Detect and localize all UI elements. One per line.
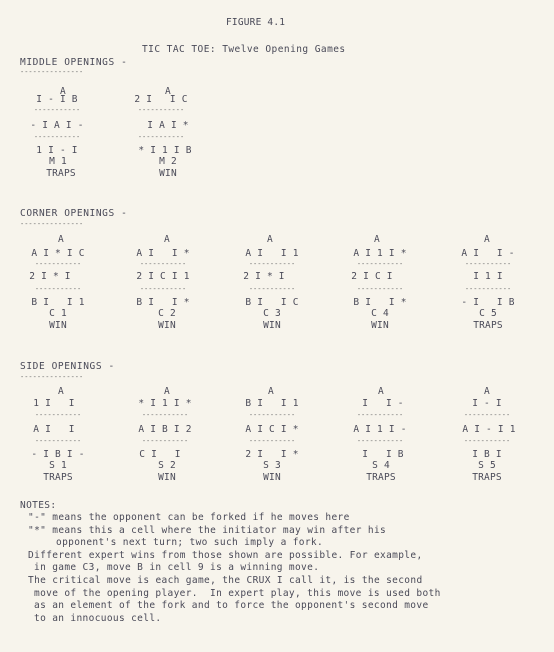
game-c1-rule1: ----------- <box>34 260 82 268</box>
game-s5-rule2: ----------- <box>463 437 511 445</box>
game-s3-row1: A <box>268 386 274 397</box>
corner-openings-heading: CORNER OPENINGS - <box>20 208 128 219</box>
side-openings-heading: SIDE OPENINGS - <box>20 361 115 372</box>
game-s4-row1: A <box>378 386 384 397</box>
game-s4-result: TRAPS <box>366 472 396 483</box>
game-c3-row1: A <box>267 234 273 245</box>
game-m1-row3: - I A I - <box>30 120 84 131</box>
game-s5-id: S 5 <box>478 460 496 471</box>
game-s1-id: S 1 <box>49 460 67 471</box>
game-s4-rule2: ----------- <box>356 437 404 445</box>
game-m2-row4: * I 1 I B <box>138 145 192 156</box>
game-c4-row2: A I 1 I * <box>353 248 407 259</box>
game-s3-row3: A I C I * <box>245 424 299 435</box>
note-line-8: as an element of the fork and to force the opponent's second move <box>34 600 429 611</box>
game-c5-rule1: ----------- <box>464 260 512 268</box>
note-line-9: to an innocuous cell. <box>34 613 162 624</box>
game-c3-row3: 2 I * I <box>243 271 285 282</box>
game-s1-rule2: ----------- <box>34 437 82 445</box>
game-s2-rule1: ----------- <box>141 411 189 419</box>
game-s5-result: TRAPS <box>472 472 502 483</box>
game-m2-result: WIN <box>159 168 177 179</box>
game-m2-rule2: ----------- <box>137 133 185 141</box>
middle-openings-underline: --------------- <box>20 68 84 76</box>
game-s1-rule1: ----------- <box>34 411 82 419</box>
game-s3-id: S 3 <box>263 460 281 471</box>
game-m2-row2: 2 I I C <box>134 94 188 105</box>
game-c5-rule2: ----------- <box>464 285 512 293</box>
game-s1-row1: A <box>58 386 64 397</box>
game-m2-row3: I A I * <box>147 120 189 131</box>
game-c3-result: WIN <box>263 320 281 331</box>
game-s4-rule1: ----------- <box>356 411 404 419</box>
game-m1-row1: A <box>60 86 66 97</box>
game-c3-id: C 3 <box>263 308 281 319</box>
game-c3-row2: A I I 1 <box>245 248 299 259</box>
game-m1-rule1: ----------- <box>33 106 81 114</box>
corner-openings-underline: --------------- <box>20 220 84 228</box>
game-c4-rule1: ----------- <box>356 260 404 268</box>
note-line-7: move of the opening player. In expert play, this move is used both <box>34 588 441 599</box>
game-c4-row4: B I I * <box>353 297 407 308</box>
game-c5-row3: I 1 I <box>473 271 503 282</box>
game-c2-row3: 2 I C I 1 <box>136 271 190 282</box>
game-s4-row4: I I B <box>362 449 404 460</box>
game-c1-id: C 1 <box>49 308 67 319</box>
game-c4-row1: A <box>374 234 380 245</box>
game-c5-row4: - I I B <box>461 297 515 308</box>
game-c4-result: WIN <box>371 320 389 331</box>
game-c1-row2: A I * I C <box>31 248 85 259</box>
game-s3-rule2: ----------- <box>248 437 296 445</box>
game-c1-row4: B I I 1 <box>31 297 85 308</box>
game-c4-row3: 2 I C I <box>351 271 393 282</box>
game-c5-id: C 5 <box>479 308 497 319</box>
game-s2-row3: A I B I 2 <box>138 424 192 435</box>
note-line-1: "-" means the opponent can be forked if he moves here <box>28 512 350 523</box>
figure-title: TIC TAC TOE: Twelve Opening Games <box>142 44 346 55</box>
game-s3-row4: 2 I I * <box>245 449 299 460</box>
game-c4-id: C 4 <box>371 308 389 319</box>
game-m2-row1: A <box>165 86 171 97</box>
game-c1-row3: 2 I * I <box>29 271 71 282</box>
figure-label: FIGURE 4.1 <box>226 17 286 28</box>
game-s2-rule2: ----------- <box>141 437 189 445</box>
side-openings-underline: --------------- <box>20 373 84 381</box>
game-c1-rule2: ----------- <box>34 285 82 293</box>
game-c2-result: WIN <box>158 320 176 331</box>
game-m1-id: M 1 <box>49 156 67 167</box>
game-m1-row2: I - I B <box>36 94 78 105</box>
game-s4-row3: A I 1 I - <box>353 424 407 435</box>
game-s5-row3: A I - I 1 <box>462 424 516 435</box>
game-s2-row1: A <box>164 386 170 397</box>
game-s2-id: S 2 <box>158 460 176 471</box>
game-c4-rule2: ----------- <box>356 285 404 293</box>
game-c2-rule2: ----------- <box>139 285 187 293</box>
game-s4-id: S 4 <box>372 460 390 471</box>
game-c1-result: WIN <box>49 320 67 331</box>
game-c3-rule2: ----------- <box>248 285 296 293</box>
game-s2-result: WIN <box>158 472 176 483</box>
game-c2-row1: A <box>164 234 170 245</box>
game-s1-row4: - I B I - <box>31 449 85 460</box>
game-s3-result: WIN <box>263 472 281 483</box>
game-c5-row1: A <box>484 234 490 245</box>
note-line-3: opponent's next turn; two such imply a fork. <box>56 537 324 548</box>
game-s1-row2: 1 I I <box>33 398 75 409</box>
game-s5-rule1: ----------- <box>463 411 511 419</box>
note-line-5: in game C3, move B in cell 9 is a winning move. <box>34 562 320 573</box>
game-s5-row1: A <box>484 386 490 397</box>
game-c2-row2: A I I * <box>136 248 190 259</box>
game-c3-rule1: ----------- <box>248 260 296 268</box>
game-m2-rule1: ----------- <box>137 106 185 114</box>
game-c1-row1: A <box>58 234 64 245</box>
game-s5-row2: I - I <box>472 398 502 409</box>
game-s5-row4: I B I <box>472 449 502 460</box>
game-m1-rule2: ----------- <box>33 133 81 141</box>
game-s1-row3: A I I <box>33 424 75 435</box>
game-s4-row2: I I - <box>362 398 404 409</box>
game-c2-row4: B I I * <box>136 297 190 308</box>
game-c3-row4: B I I C <box>245 297 299 308</box>
note-line-4: Different expert wins from those shown are possible. For example, <box>28 550 423 561</box>
note-line-6: The critical move is each game, the CRUX I call it, is the second <box>28 575 423 586</box>
game-c5-row2: A I I - <box>461 248 515 259</box>
game-s2-row4: C I I <box>139 449 181 460</box>
game-c2-id: C 2 <box>158 308 176 319</box>
middle-openings-heading: MIDDLE OPENINGS - <box>20 57 128 68</box>
game-s3-row2: B I I 1 <box>245 398 299 409</box>
game-c5-result: TRAPS <box>473 320 503 331</box>
game-m1-result: TRAPS <box>46 168 76 179</box>
game-s2-row2: * I 1 I * <box>138 398 192 409</box>
game-m2-id: M 2 <box>159 156 177 167</box>
game-c2-rule1: ----------- <box>139 260 187 268</box>
game-s1-result: TRAPS <box>43 472 73 483</box>
note-line-2: "*" means this a cell where the initiator may win after his <box>28 525 387 536</box>
notes-heading: NOTES: <box>20 500 57 511</box>
game-m1-row4: 1 I - I <box>36 145 78 156</box>
game-s3-rule1: ----------- <box>248 411 296 419</box>
